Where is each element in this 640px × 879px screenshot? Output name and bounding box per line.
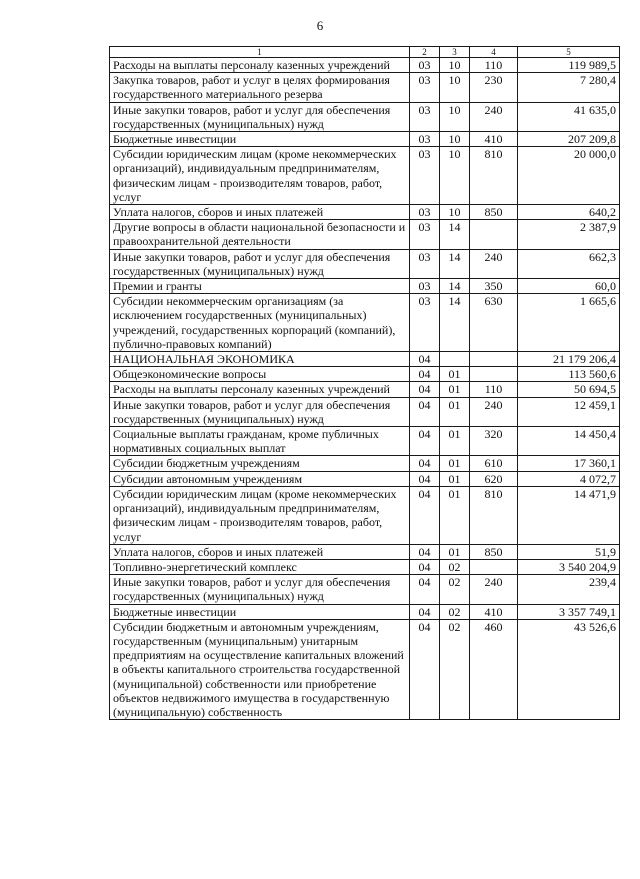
amount-cell: 14 471,9 [518,486,620,544]
expense-type-code-cell: 320 [470,427,518,456]
table-row [110,279,620,294]
section-code-cell: 04 [410,559,440,574]
expense-name-cell: Субсидии юридическим лицам (кроме некоммерческих организаций), индивидуальным предпринимателям, физическим лицам - производителям товаров, работ, услуг [110,147,410,205]
expense-type-code-cell: 850 [470,205,518,220]
table-header-row [110,47,620,58]
expense-name-cell: Другие вопросы в области национальной безопасности и правоохранительной деятельности [110,220,410,249]
amount-cell: 3 357 749,1 [518,604,620,619]
amount-cell: 4 072,7 [518,471,620,486]
table-row [110,73,620,102]
table-row [110,559,620,574]
expense-type-code-cell: 240 [470,397,518,426]
expense-type-code-cell: 110 [470,58,518,73]
expense-name-cell: Премии и гранты [110,279,410,294]
table-row [110,220,620,249]
subsection-code-cell: 10 [440,205,470,220]
subsection-code-cell: 14 [440,294,470,352]
header-cell-3: 3 [440,47,470,58]
table-row [110,205,620,220]
subsection-code-cell: 01 [440,382,470,397]
section-code-cell: 03 [410,102,440,131]
subsection-code-cell: 01 [440,486,470,544]
subsection-code-cell: 02 [440,575,470,604]
subsection-code-cell: 01 [440,456,470,471]
section-code-cell: 04 [410,427,440,456]
expense-name-cell: Уплата налогов, сборов и иных платежей [110,205,410,220]
section-code-cell: 04 [410,397,440,426]
subsection-code-cell: 14 [440,249,470,278]
expense-name-cell: Субсидии автономным учреждениям [110,471,410,486]
subsection-code-cell: 10 [440,73,470,102]
section-code-cell: 03 [410,147,440,205]
expense-name-cell: НАЦИОНАЛЬНАЯ ЭКОНОМИКА [110,352,410,367]
subsection-code-cell [440,352,470,367]
subsection-code-cell: 01 [440,397,470,426]
subsection-code-cell: 14 [440,220,470,249]
subsection-code-cell: 02 [440,559,470,574]
table-row [110,102,620,131]
subsection-code-cell: 10 [440,102,470,131]
amount-cell: 14 450,4 [518,427,620,456]
section-code-cell: 04 [410,619,440,719]
section-code-cell: 03 [410,249,440,278]
expense-type-code-cell: 240 [470,575,518,604]
expense-name-cell: Расходы на выплаты персоналу казенных учреждений [110,58,410,73]
expense-name-cell: Субсидии юридическим лицам (кроме некоммерческих организаций), индивидуальным предпринимателям, физическим лицам - производителям товаров, работ, услуг [110,486,410,544]
table-row [110,427,620,456]
subsection-code-cell: 01 [440,427,470,456]
section-code-cell: 04 [410,471,440,486]
amount-cell: 640,2 [518,205,620,220]
expense-type-code-cell: 350 [470,279,518,294]
amount-cell: 239,4 [518,575,620,604]
section-code-cell: 03 [410,132,440,147]
amount-cell: 51,9 [518,544,620,559]
expense-type-code-cell: 410 [470,132,518,147]
table-row [110,132,620,147]
table-row [110,486,620,544]
expense-type-code-cell: 610 [470,456,518,471]
subsection-code-cell: 10 [440,58,470,73]
expense-type-code-cell: 630 [470,294,518,352]
expense-type-code-cell: 240 [470,102,518,131]
table-row [110,58,620,73]
subsection-code-cell: 01 [440,367,470,382]
amount-cell: 50 694,5 [518,382,620,397]
table-row [110,544,620,559]
table-row [110,249,620,278]
amount-cell: 1 665,6 [518,294,620,352]
amount-cell: 12 459,1 [518,397,620,426]
section-code-cell: 04 [410,604,440,619]
section-code-cell: 04 [410,352,440,367]
expense-name-cell: Бюджетные инвестиции [110,132,410,147]
header-cell-1: 1 [110,47,410,58]
subsection-code-cell: 01 [440,471,470,486]
section-code-cell: 04 [410,486,440,544]
table-row [110,397,620,426]
subsection-code-cell: 02 [440,604,470,619]
expense-name-cell: Социальные выплаты гражданам, кроме публичных нормативных социальных выплат [110,427,410,456]
section-code-cell: 04 [410,382,440,397]
section-code-cell: 04 [410,456,440,471]
expense-type-code-cell: 240 [470,249,518,278]
amount-cell: 113 560,6 [518,367,620,382]
table-row [110,367,620,382]
amount-cell: 21 179 206,4 [518,352,620,367]
expense-type-code-cell: 410 [470,604,518,619]
expense-type-code-cell [470,559,518,574]
section-code-cell: 03 [410,205,440,220]
expense-type-code-cell [470,352,518,367]
subsection-code-cell: 10 [440,147,470,205]
expense-type-code-cell: 850 [470,544,518,559]
expense-type-code-cell: 110 [470,382,518,397]
expense-name-cell: Субсидии бюджетным и автономным учреждениям, государственным (муниципальным) унитарным предприятиям на осуществление капитальных вложений в объекты капитального строительства государственной (муниципальной) собственности или приобретение объектов недвижимого имущества в государственную (муниципальную) собственность [110,619,410,719]
expense-type-code-cell [470,220,518,249]
expense-name-cell: Топливно-энергетический комплекс [110,559,410,574]
table-row [110,456,620,471]
amount-cell: 2 387,9 [518,220,620,249]
amount-cell: 662,3 [518,249,620,278]
header-cell-4: 4 [470,47,518,58]
expense-name-cell: Расходы на выплаты персоналу казенных учреждений [110,382,410,397]
table-row [110,382,620,397]
subsection-code-cell: 10 [440,132,470,147]
section-code-cell: 03 [410,58,440,73]
amount-cell: 41 635,0 [518,102,620,131]
table-row [110,471,620,486]
page-number: 6 [316,18,324,33]
section-code-cell: 03 [410,279,440,294]
header-cell-5: 5 [518,47,620,58]
table-row [110,294,620,352]
expense-name-cell: Общеэкономические вопросы [110,367,410,382]
expense-name-cell: Закупка товаров, работ и услуг в целях формирования государственного материального резерва [110,73,410,102]
expense-name-cell: Иные закупки товаров, работ и услуг для обеспечения государственных (муниципальных) нужд [110,397,410,426]
section-code-cell: 03 [410,73,440,102]
header-cell-2: 2 [410,47,440,58]
amount-cell: 17 360,1 [518,456,620,471]
section-code-cell: 04 [410,575,440,604]
table-row [110,604,620,619]
budget-table [109,46,620,720]
amount-cell: 3 540 204,9 [518,559,620,574]
table-row [110,619,620,719]
expense-name-cell: Субсидии некоммерческим организациям (за исключением государственных (муниципальных) учреждений, государственных корпораций (компаний), публично-правовых компаний) [110,294,410,352]
subsection-code-cell: 14 [440,279,470,294]
expense-name-cell: Иные закупки товаров, работ и услуг для обеспечения государственных (муниципальных) нужд [110,249,410,278]
section-code-cell: 04 [410,544,440,559]
amount-cell: 7 280,4 [518,73,620,102]
expense-name-cell: Субсидии бюджетным учреждениям [110,456,410,471]
section-code-cell: 04 [410,367,440,382]
expense-type-code-cell: 620 [470,471,518,486]
subsection-code-cell: 01 [440,544,470,559]
table-row [110,147,620,205]
expense-name-cell: Бюджетные инвестиции [110,604,410,619]
expense-name-cell: Уплата налогов, сборов и иных платежей [110,544,410,559]
expense-type-code-cell [470,367,518,382]
expense-type-code-cell: 810 [470,147,518,205]
expense-type-code-cell: 810 [470,486,518,544]
subsection-code-cell: 02 [440,619,470,719]
amount-cell: 20 000,0 [518,147,620,205]
expense-type-code-cell: 230 [470,73,518,102]
section-code-cell: 03 [410,294,440,352]
amount-cell: 60,0 [518,279,620,294]
amount-cell: 207 209,8 [518,132,620,147]
expense-name-cell: Иные закупки товаров, работ и услуг для обеспечения государственных (муниципальных) нужд [110,102,410,131]
table-row [110,352,620,367]
amount-cell: 43 526,6 [518,619,620,719]
expense-name-cell: Иные закупки товаров, работ и услуг для обеспечения государственных (муниципальных) нужд [110,575,410,604]
table-row [110,575,620,604]
amount-cell: 119 989,5 [518,58,620,73]
section-code-cell: 03 [410,220,440,249]
expense-type-code-cell: 460 [470,619,518,719]
